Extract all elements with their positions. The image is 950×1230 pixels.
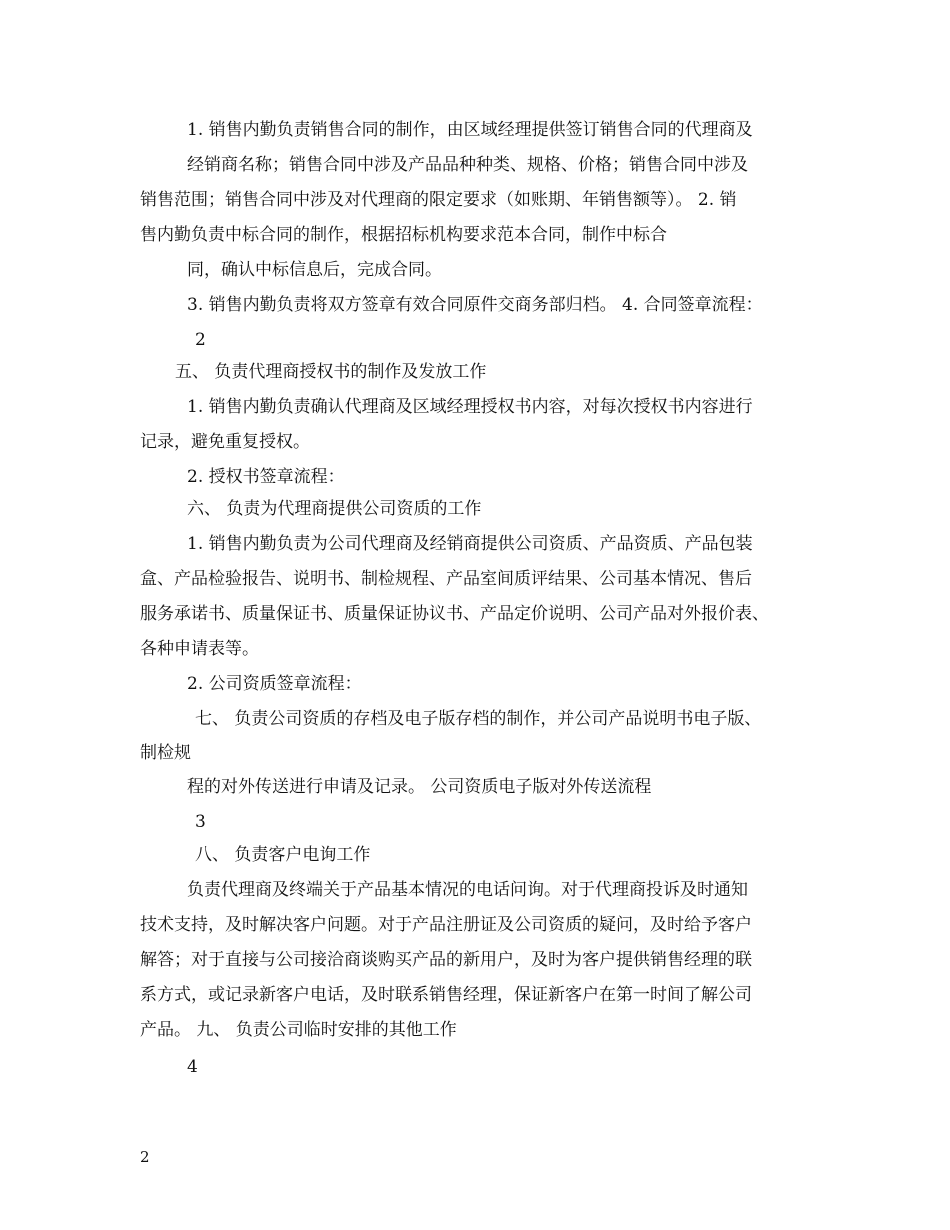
text-line-13: 1. 销售内勤负责为公司代理商及经销商提供公司资质、产品资质、产品包装 — [187, 534, 753, 554]
text-line-3: 销售范围；销售合同中涉及对代理商的限定要求（如账期、年销售额等）。 2. 销 — [140, 190, 737, 210]
text-line-19: 制检规 — [140, 743, 191, 763]
text-line-14: 盒、产品检验报告、说明书、制检规程、产品室间质评结果、公司基本情况、售后 — [140, 569, 752, 589]
section-heading-8: 八、 负责客户电询工作 — [195, 845, 371, 865]
text-line-21: 3 — [195, 812, 206, 832]
text-line-26: 系方式，或记录新客户电话，及时联系销售经理，保证新客户在第一时间了解公司 — [140, 985, 752, 1005]
section-heading-5: 五、 负责代理商授权书的制作及发放工作 — [175, 362, 487, 382]
text-line-6: 3. 销售内勤负责将双方签章有效合同原件交商务部归档。 4. 合同签章流程： — [187, 295, 763, 315]
section-heading-7: 七、 负责公司资质的存档及电子版存档的制作，并公司产品说明书电子版、 — [195, 709, 762, 729]
text-line-15: 服务承诺书、质量保证书、质量保证协议书、产品定价说明、公司产品对外报价表、 — [140, 604, 769, 624]
text-line-24: 技术支持，及时解决客户问题。对于产品注册证及公司资质的疑问，及时给予客户 — [140, 915, 752, 935]
text-line-27: 产品。 九、 负责公司临时安排的其他工作 — [140, 1020, 457, 1040]
text-line-23: 负责代理商及终端关于产品基本情况的电话问询。对于代理商投诉及时通知 — [187, 880, 748, 900]
text-line-20: 程的对外传送进行申请及记录。 公司资质电子版对外传送流程 — [187, 777, 652, 797]
text-line-5: 同，确认中标信息后，完成合同。 — [187, 260, 442, 280]
text-line-9: 1. 销售内勤负责确认代理商及区域经理授权书内容，对每次授权书内容进行 — [187, 397, 753, 417]
page-number: 2 — [140, 1148, 150, 1166]
section-heading-6: 六、 负责为代理商提供公司资质的工作 — [187, 499, 482, 519]
text-line-4: 售内勤负责中标合同的制作，根据招标机构要求范本合同，制作中标合 — [140, 225, 667, 245]
text-line-10: 记录，避免重复授权。 — [140, 432, 310, 452]
text-line-7: 2 — [195, 330, 206, 350]
text-line-1: 1. 销售内勤负责销售合同的制作，由区域经理提供签订销售合同的代理商及 — [187, 120, 753, 140]
text-line-2: 经销商名称；销售合同中涉及产品品种种类、规格、价格；销售合同中涉及 — [187, 155, 748, 175]
text-line-25: 解答；对于直接与公司接洽商谈购买产品的新用户，及时为客户提供销售经理的联 — [140, 950, 752, 970]
text-line-28: 4 — [187, 1057, 198, 1077]
text-line-16: 各种申请表等。 — [140, 639, 259, 659]
text-line-11: 2. 授权书签章流程： — [187, 467, 345, 487]
text-line-17: 2. 公司资质签章流程： — [187, 674, 362, 694]
